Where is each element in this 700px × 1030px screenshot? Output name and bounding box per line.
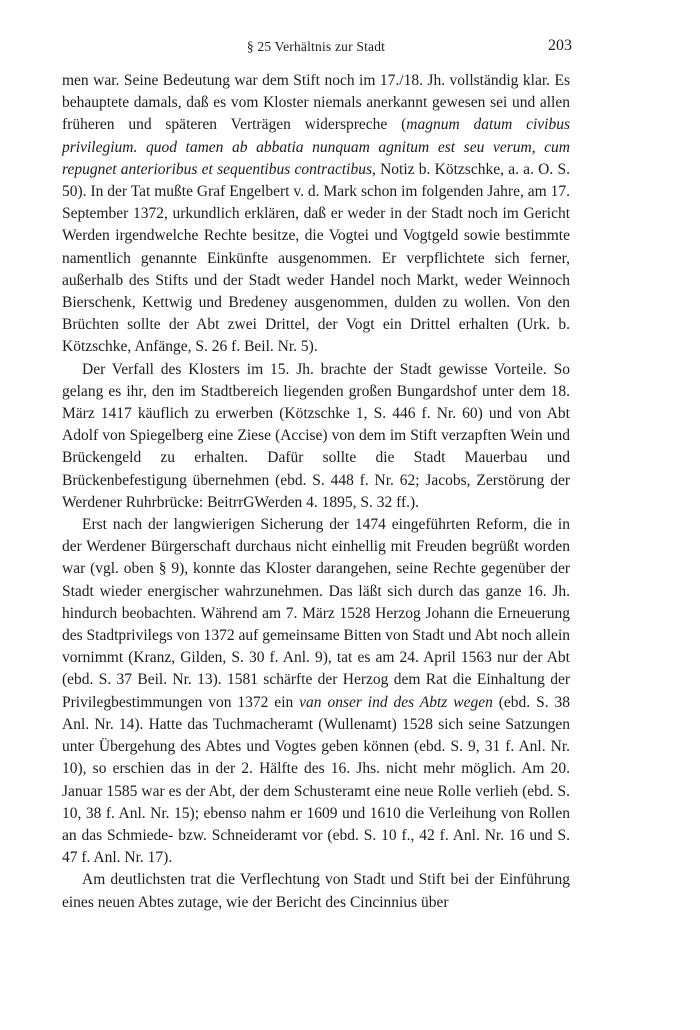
- body-text: [62, 70, 570, 914]
- text-run: Am deutlichsten trat die Verflechtung von Stadt und Stift bei der Einführung eines neuen Abtes zutage, wie der Bericht des Cincinnius über: [62, 871, 570, 911]
- text-run: men war. Seine Bedeutung war dem Stift noch im 17./18. Jh. vollständig klar. Es behauptete damals, daß es vom Kloster niemals anerkannt gewesen sei und allen früheren und späteren Verträgen widerspreche (: [62, 72, 570, 134]
- text-run: (ebd. S. 38 Anl. Nr. 14). Hatte das Tuchmacheramt (Wullenamt) 1528 sich seine Satzungen unter Übergehung des Abtes und Vogtes geben können (ebd. S. 9, 31 f. Anl. Nr. 10), so erschien das in der 2. Hälfte des 16. Jhs. nicht mehr möglich. Am 20. Januar 1585 war es der Abt, der dem Schusteramt eine neue Rolle verlieh (ebd. S. 10, 38 f. Anl. Nr. 15); ebenso nahm er 1609 und 1610 die Verleihung von Rollen an das Schmiede- bzw. Schneideramt vor (ebd. S. 10 f., 42 f. Anl. Nr. 16 und S. 47 f. Anl. Nr. 17).: [62, 693, 570, 867]
- paragraph: [62, 514, 570, 869]
- latin-quotation: magnum datum civibus privilegium. quod tamen ab abbatia nunquam agnitum est seu verum, cum repugnet anterioribus et sequentibus contractibus,: [62, 116, 570, 178]
- page-header: [62, 32, 570, 58]
- text-run: Der Verfall des Klosters im 15. Jh. brachte der Stadt gewisse Vorteile. So gelang es ihr, den im Stadtbereich liegenden großen Bungardshof unter dem 18. März 1417 käuflich zu erwerben (Kötzschke 1, S. 446 f. Nr. 60) und von Abt Adolf von Spiegelberg eine Ziese (Accise) von dem im Stift verzapften Wein und Brückengeld zu erhalten. Dafür sollte die Stadt Mauerbau und Brückenbefestigung übernehmen (ebd. S. 448 f. Nr. 62; Jacobs, Zerstörung der Werdener Ruhrbrücke: BeitrrGWerden 4. 1895, S. 32 ff.).: [62, 360, 570, 511]
- paragraph: [62, 869, 570, 913]
- paragraph: [62, 70, 570, 359]
- running-title: § 25 Verhältnis zur Stadt: [246, 39, 386, 54]
- quoted-phrase: van onser ind des Abtz wegen: [299, 693, 493, 711]
- text-run: Notiz b. Kötzschke, a. a. O. S. 50). In der Tat mußte Graf Engelbert v. d. Mark schon im folgenden Jahre, am 17. September 1372, urkundlich erklären, daß er weder in der Stadt noch im Gericht Werden irgendwelche Rechte besitze, die Vogtei und Vogtgeld sowie bestimmte namentlich genannte Einkünfte ausgenommen. Er verpflichtete sich ferner, außerhalb des Stifts und der Stadt weder Handel noch Markt, weder Weinnoch Bierschenk, Kettwig und Bredeney ausgenommen, dulden zu wollen. Von den Brüchten sollte der Abt zwei Drittel, der Vogt ein Drittel erhalten (Urk. b. Kötzschke, Anfänge, S. 26 f. Beil. Nr. 5).: [62, 160, 570, 356]
- paragraph: [62, 359, 570, 514]
- text-run: Erst nach der langwierigen Sicherung der 1474 eingeführten Reform, die in der Werdener Bürgerschaft durchaus nicht einhellig mit Freuden begrüßt worden war (vgl. oben § 9), konnte das Kloster darangehen, seine Rechte gegenüber der Stadt wieder energischer wahrzunehmen. Das läßt sich durch das ganze 16. Jh. hindurch beobachten. Während am 7. März 1528 Herzog Johann die Erneuerung des Stadtprivilegs von 1372 auf gemeinsame Bitten von Stadt und Abt noch allein vornimmt (Kranz, Gilden, S. 30 f. Anl. 9), tat es am 24. April 1563 nur der Abt (ebd. S. 37 Beil. Nr. 13). 1581 schärfte der Herzog dem Rat die Einhaltung der Privilegbestimmungen von 1372 ein: [62, 516, 570, 711]
- book-page: [62, 32, 570, 914]
- page-number: 203: [548, 37, 572, 54]
